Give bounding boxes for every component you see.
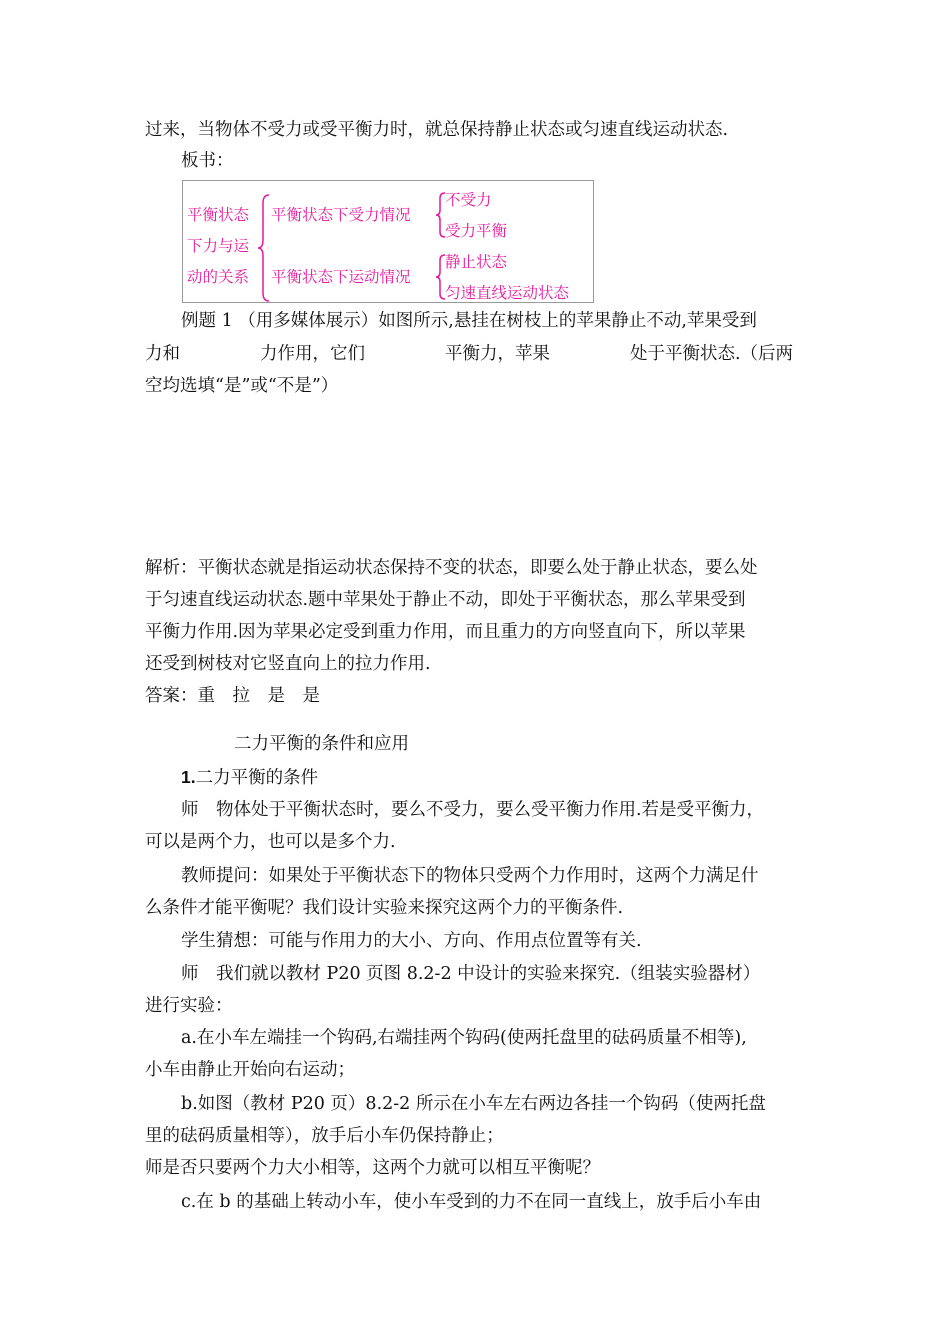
step-b-line-1: b.如图（教材 P20 页）8.2-2 所示在小车左右两边各挂一个钩码（使两托盘 xyxy=(181,1094,766,1114)
example-text-4: 处于平衡状态.（后两 xyxy=(630,344,794,364)
para-intro: 过来，当物体不受力或受平衡力时，就总保持静止状态或匀速直线运动状态. xyxy=(145,120,729,140)
board-branch-motion: 平衡状态下运动情况 xyxy=(271,268,411,286)
board-item-static: 静止状态 xyxy=(445,253,508,271)
section-title: 二力平衡的条件和应用 xyxy=(234,734,409,754)
body-p4-line-1: 师 我们就以教材 P20 页图 8.2-2 中设计的实验来探究.（组装实验器材） xyxy=(181,964,761,984)
body-p3: 学生猜想：可能与作用力的大小、方向、作用点位置等有关. xyxy=(181,931,642,951)
step-a-line-2: 小车由静止开始向右运动； xyxy=(145,1060,355,1080)
analysis-line-3: 平衡力作用.因为苹果必定受到重力作用，而且重力的方向竖直向下，所以苹果 xyxy=(145,622,746,642)
board-root-line-2: 下力与运 xyxy=(187,237,250,255)
example-text-3: 平衡力，苹果 xyxy=(445,344,550,364)
analysis-line-1: 解析：平衡状态就是指运动状态保持不变的状态，即要么处于静止状态，要么处 xyxy=(145,558,758,578)
example-text-1: 力和 xyxy=(145,344,180,364)
step-b-line-2: 里的砝码质量相等），放手后小车仍保持静止； xyxy=(145,1126,504,1146)
subsection-text: 二力平衡的条件 xyxy=(195,768,319,788)
example-line-1: 例题 1 （用多媒体展示）如图所示,悬挂在树枝上的苹果静止不动,苹果受到 xyxy=(181,311,757,331)
board-item-balanced-force: 受力平衡 xyxy=(445,222,508,240)
step-c-line-1: c.在 b 的基础上转动小车，使小车受到的力不在同一直线上，放手后小车由 xyxy=(181,1192,762,1212)
body-p1-line-1: 师 物体处于平衡状态时，要么不受力，要么受平衡力作用.若是受平衡力， xyxy=(181,800,765,820)
board-item-uniform-motion: 匀速直线运动状态 xyxy=(445,284,570,302)
body-p2-line-1: 教师提问：如果处于平衡状态下的物体只受两个力作用时，这两个力满足什 xyxy=(181,866,759,886)
board-branch-forces: 平衡状态下受力情况 xyxy=(271,206,411,224)
subsection-number: 1. xyxy=(181,767,196,787)
board-root-line-1: 平衡状态 xyxy=(187,206,250,224)
step-a-line-1: a.在小车左端挂一个钩码,右端挂两个钩码(使两托盘里的砝码质量不相等), xyxy=(181,1028,747,1048)
subsection-title xyxy=(181,765,318,790)
example-text-2: 力作用，它们 xyxy=(260,344,365,364)
blackboard-diagram xyxy=(182,180,594,303)
body-p1-line-2: 可以是两个力，也可以是多个力. xyxy=(145,832,396,852)
body-p2-line-2: 么条件才能平衡呢？我们设计实验来探究这两个力的平衡条件. xyxy=(145,898,624,918)
analysis-line-2: 于匀速直线运动状态.题中苹果处于静止不动，即处于平衡状态，那么苹果受到 xyxy=(145,590,746,610)
board-label: 板书： xyxy=(181,151,234,171)
big-brace-icon xyxy=(257,193,271,303)
board-root-line-3: 动的关系 xyxy=(187,268,250,286)
example-line-2 xyxy=(145,342,793,366)
example-line-3: 空均选填“是”或“不是”） xyxy=(145,376,339,396)
answer: 答案：重 拉 是 是 xyxy=(145,686,320,706)
board-item-no-force: 不受力 xyxy=(445,191,492,209)
teacher-question: 师是否只要两个力大小相等，这两个力就可以相互平衡呢？ xyxy=(145,1158,600,1178)
analysis-line-4: 还受到树枝对它竖直向上的拉力作用. xyxy=(145,654,431,674)
body-p4-line-2: 进行实验： xyxy=(145,996,233,1016)
